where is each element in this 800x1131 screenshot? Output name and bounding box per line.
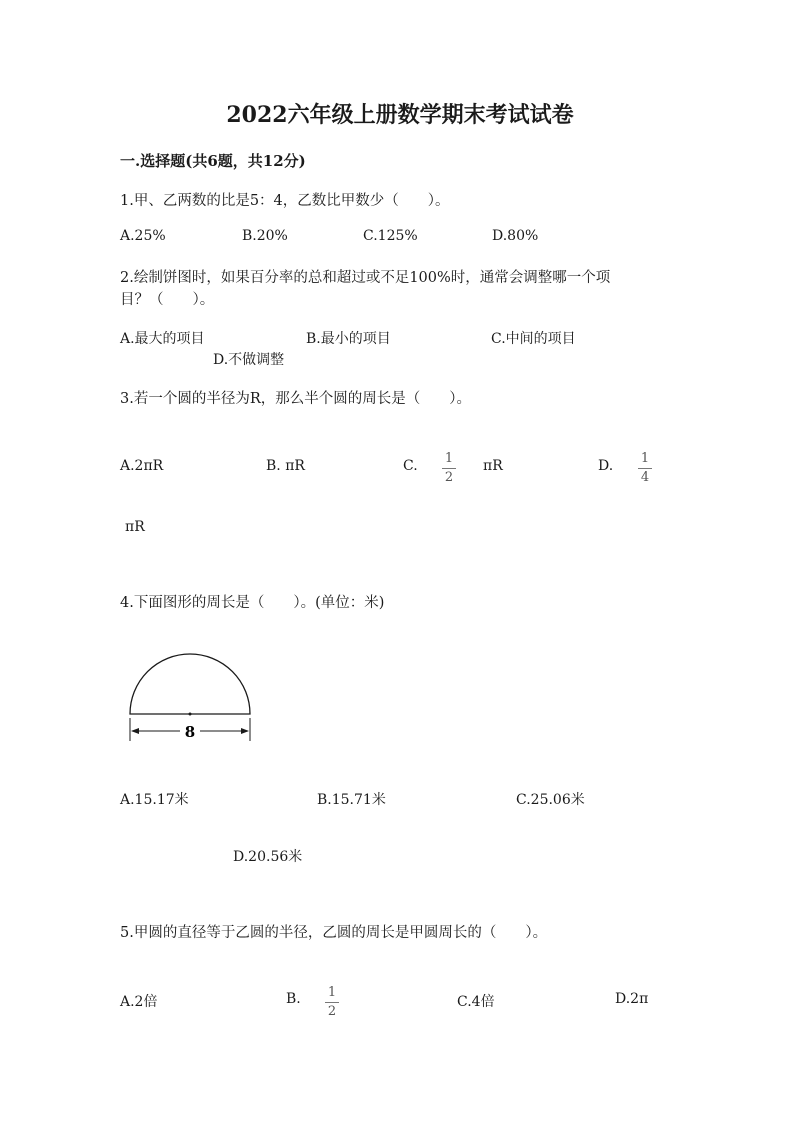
fraction-numerator: 1 (640, 451, 650, 466)
question-5-option-a: A.2倍 (120, 994, 158, 1010)
question-3-option-d-fraction (636, 451, 654, 486)
question-4-option-d: D.20.56米 (233, 849, 303, 865)
question-4-option-c: C.25.06米 (516, 792, 585, 808)
question-1-stem: 1.甲、乙两数的比是5：4，乙数比甲数少（ ）。 (120, 193, 450, 209)
question-2-option-d: D.不做调整 (213, 352, 285, 368)
question-4-stem: 4.下面图形的周长是（ ）。(单位：米) (120, 595, 385, 611)
question-1-option-a: A.25% (120, 228, 166, 244)
question-5-option-b-fraction (323, 985, 341, 1020)
question-1-option-c: C.125% (363, 228, 418, 244)
question-2-option-a: A.最大的项目 (120, 331, 205, 347)
question-2-stem-line-1: 2.绘制饼图时，如果百分率的总和超过或不足100%时，通常会调整哪一个项 (120, 270, 611, 286)
question-3-option-a: A.2πR (120, 458, 164, 474)
question-3-option-b: B. πR (266, 458, 305, 474)
question-3-option-d-label: D. (598, 458, 614, 474)
question-4-option-a: A.15.17米 (120, 792, 189, 808)
question-4-option-b: B.15.71米 (317, 792, 386, 808)
question-5-option-c: C.4倍 (457, 994, 495, 1010)
exam-title: 2022六年级上册数学期末考试试卷 (226, 102, 574, 128)
question-2-stem-line-2: 目？（ ）。 (120, 292, 215, 308)
question-2-option-b: B.最小的项目 (306, 331, 391, 347)
question-5-stem: 5.甲圆的直径等于乙圆的半径，乙圆的周长是甲圆周长的（ ）。 (120, 925, 548, 941)
question-1-option-b: B.20% (242, 228, 288, 244)
question-2-option-c: C.中间的项目 (491, 331, 576, 347)
question-3-option-c-label: C. (403, 458, 418, 474)
question-3-option-c-suffix: πR (483, 458, 503, 474)
section-heading: 一.选择题(共6题，共12分) (120, 152, 306, 170)
question-3-stem: 3.若一个圆的半径为R，那么半个圆的周长是（ ）。 (120, 391, 471, 407)
fraction-denominator: 2 (444, 470, 454, 485)
fraction-denominator: 4 (640, 470, 650, 485)
diameter-label: 8 (184, 723, 196, 741)
question-3-option-d-suffix: πR (125, 519, 145, 535)
fraction-bar (442, 468, 456, 469)
question-3-option-c-fraction (440, 451, 458, 486)
question-5-option-d: D.2π (615, 991, 649, 1007)
fraction-numerator: 1 (327, 985, 337, 1000)
question-5-option-b-label: B. (286, 991, 301, 1007)
question-1-option-d: D.80% (492, 228, 539, 244)
fraction-bar (638, 468, 652, 469)
semicircle-figure (120, 645, 260, 750)
fraction-numerator: 1 (444, 451, 454, 466)
fraction-denominator: 2 (327, 1004, 337, 1019)
fraction-bar (325, 1002, 339, 1003)
